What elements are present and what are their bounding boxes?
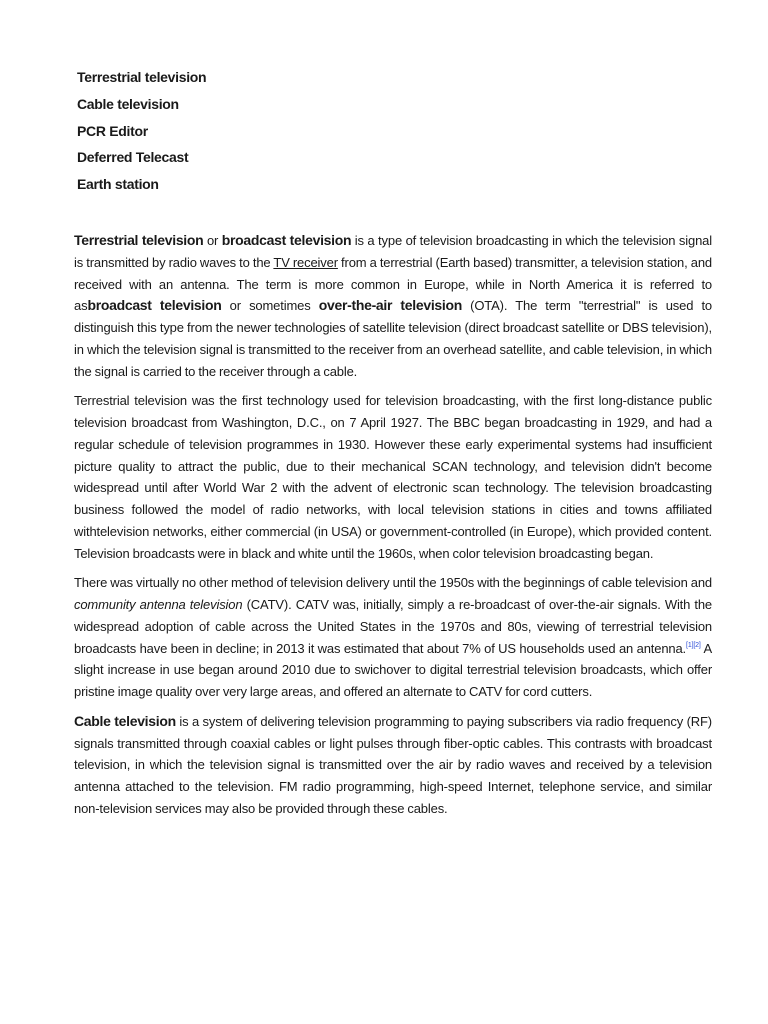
citation-link[interactable]: [1][2] [686,641,701,649]
document-body [74,230,712,828]
term-terrestrial-television: Terrestrial television [74,232,204,248]
paragraph-terrestrial-intro [74,230,712,382]
text-run: There was virtually no other method of television delivery until the 1950s with the beginnings of cable television and [74,575,712,591]
paragraph-catv [74,572,712,703]
toc-item-cable-television[interactable]: Cable television [77,95,179,112]
text-run: or [203,233,222,248]
link-tv-receiver[interactable]: TV receiver [273,254,338,270]
text-run: A slight increase in use began around 2010 due to swichover to digital terrestrial television broadcasts, which offer pristine image quality over very large areas, and offered an alternate to CATV for cord cutters. [74,640,712,699]
table-of-contents [77,64,206,198]
term-cable-television: Cable television [74,712,176,729]
toc-item-earth-station[interactable]: Earth station [77,176,159,192]
text-run: from a terrestrial (Earth based) transmitter, a television station, and received with an antenna. The term is more common in Europe, while in North America it is referred to as [74,254,712,314]
term-broadcast-television-2: broadcast television [87,297,222,314]
paragraph-terrestrial-history: Terrestrial television was the first technology used for television broadcasting, with the first long-distance public television broadcast from Washington, D.C., on 7 April 1927. The BBC began broadcasting in 1929, and had a regular schedule of television programmes in 1930. However these early experimental systems had insufficient picture quality to attract the public, due to their mechanical SCAN technology, and television didn't become widespread until after World War 2 with the advent of electronic scan technology. The television broadcasting business followed the model of radio networks, with local television stations in cities and towns affiliated withtelevision networks, either commercial (in USA) or government-controlled (in Europe), which provided content. Television broadcasts were in black and white until the 1960s, when color television broadcasting began. [74,393,712,561]
toc-item-terrestrial-television[interactable]: Terrestrial television [77,69,207,85]
text-run: or sometimes [221,298,319,314]
italic-community-antenna: community antenna television [74,597,243,612]
term-over-the-air-television: over-the-air television [318,297,463,314]
text-run: is a type of television broadcasting in which the television signal is transmitted by radio waves to the [74,233,712,270]
toc-item-pcr-editor[interactable]: PCR Editor [77,122,148,139]
text-run: (OTA). The term "terrestrial" is used to distinguish this type from the newer technologies of satellite television (direct broadcast satellite or DBS television), in which the television signal is transmitted to the receiver from an overhead satellite, and cable television, in which the signal is carried to the receiver through a cable. [74,298,712,379]
text-run: (CATV). CATV was, initially, simply a re-broadcast of over-the-air signals. With the widespread adoption of cable across the United States in the 1970s and 80s, viewing of terrestrial television broadcasts have been in decline; in 2013 it was estimated that about 7% of US households used an antenna. [74,597,713,656]
term-broadcast-television: broadcast television [221,232,352,248]
toc-item-deferred-telecast[interactable]: Deferred Telecast [77,149,189,166]
text-run: is a system of delivering television programming to paying subscribers via radio frequency (RF) signals transmitted through coaxial cables or light pulses through fiber-optic cables. This contrasts with broadcast television, in which the television signal is transmitted over the air by radio waves and received by a television antenna attached to the television. FM radio programming, high-speed Internet, telephone service, and similar non-television services may also be provided through these cables. [74,713,712,816]
paragraph-cable-television [74,711,712,820]
